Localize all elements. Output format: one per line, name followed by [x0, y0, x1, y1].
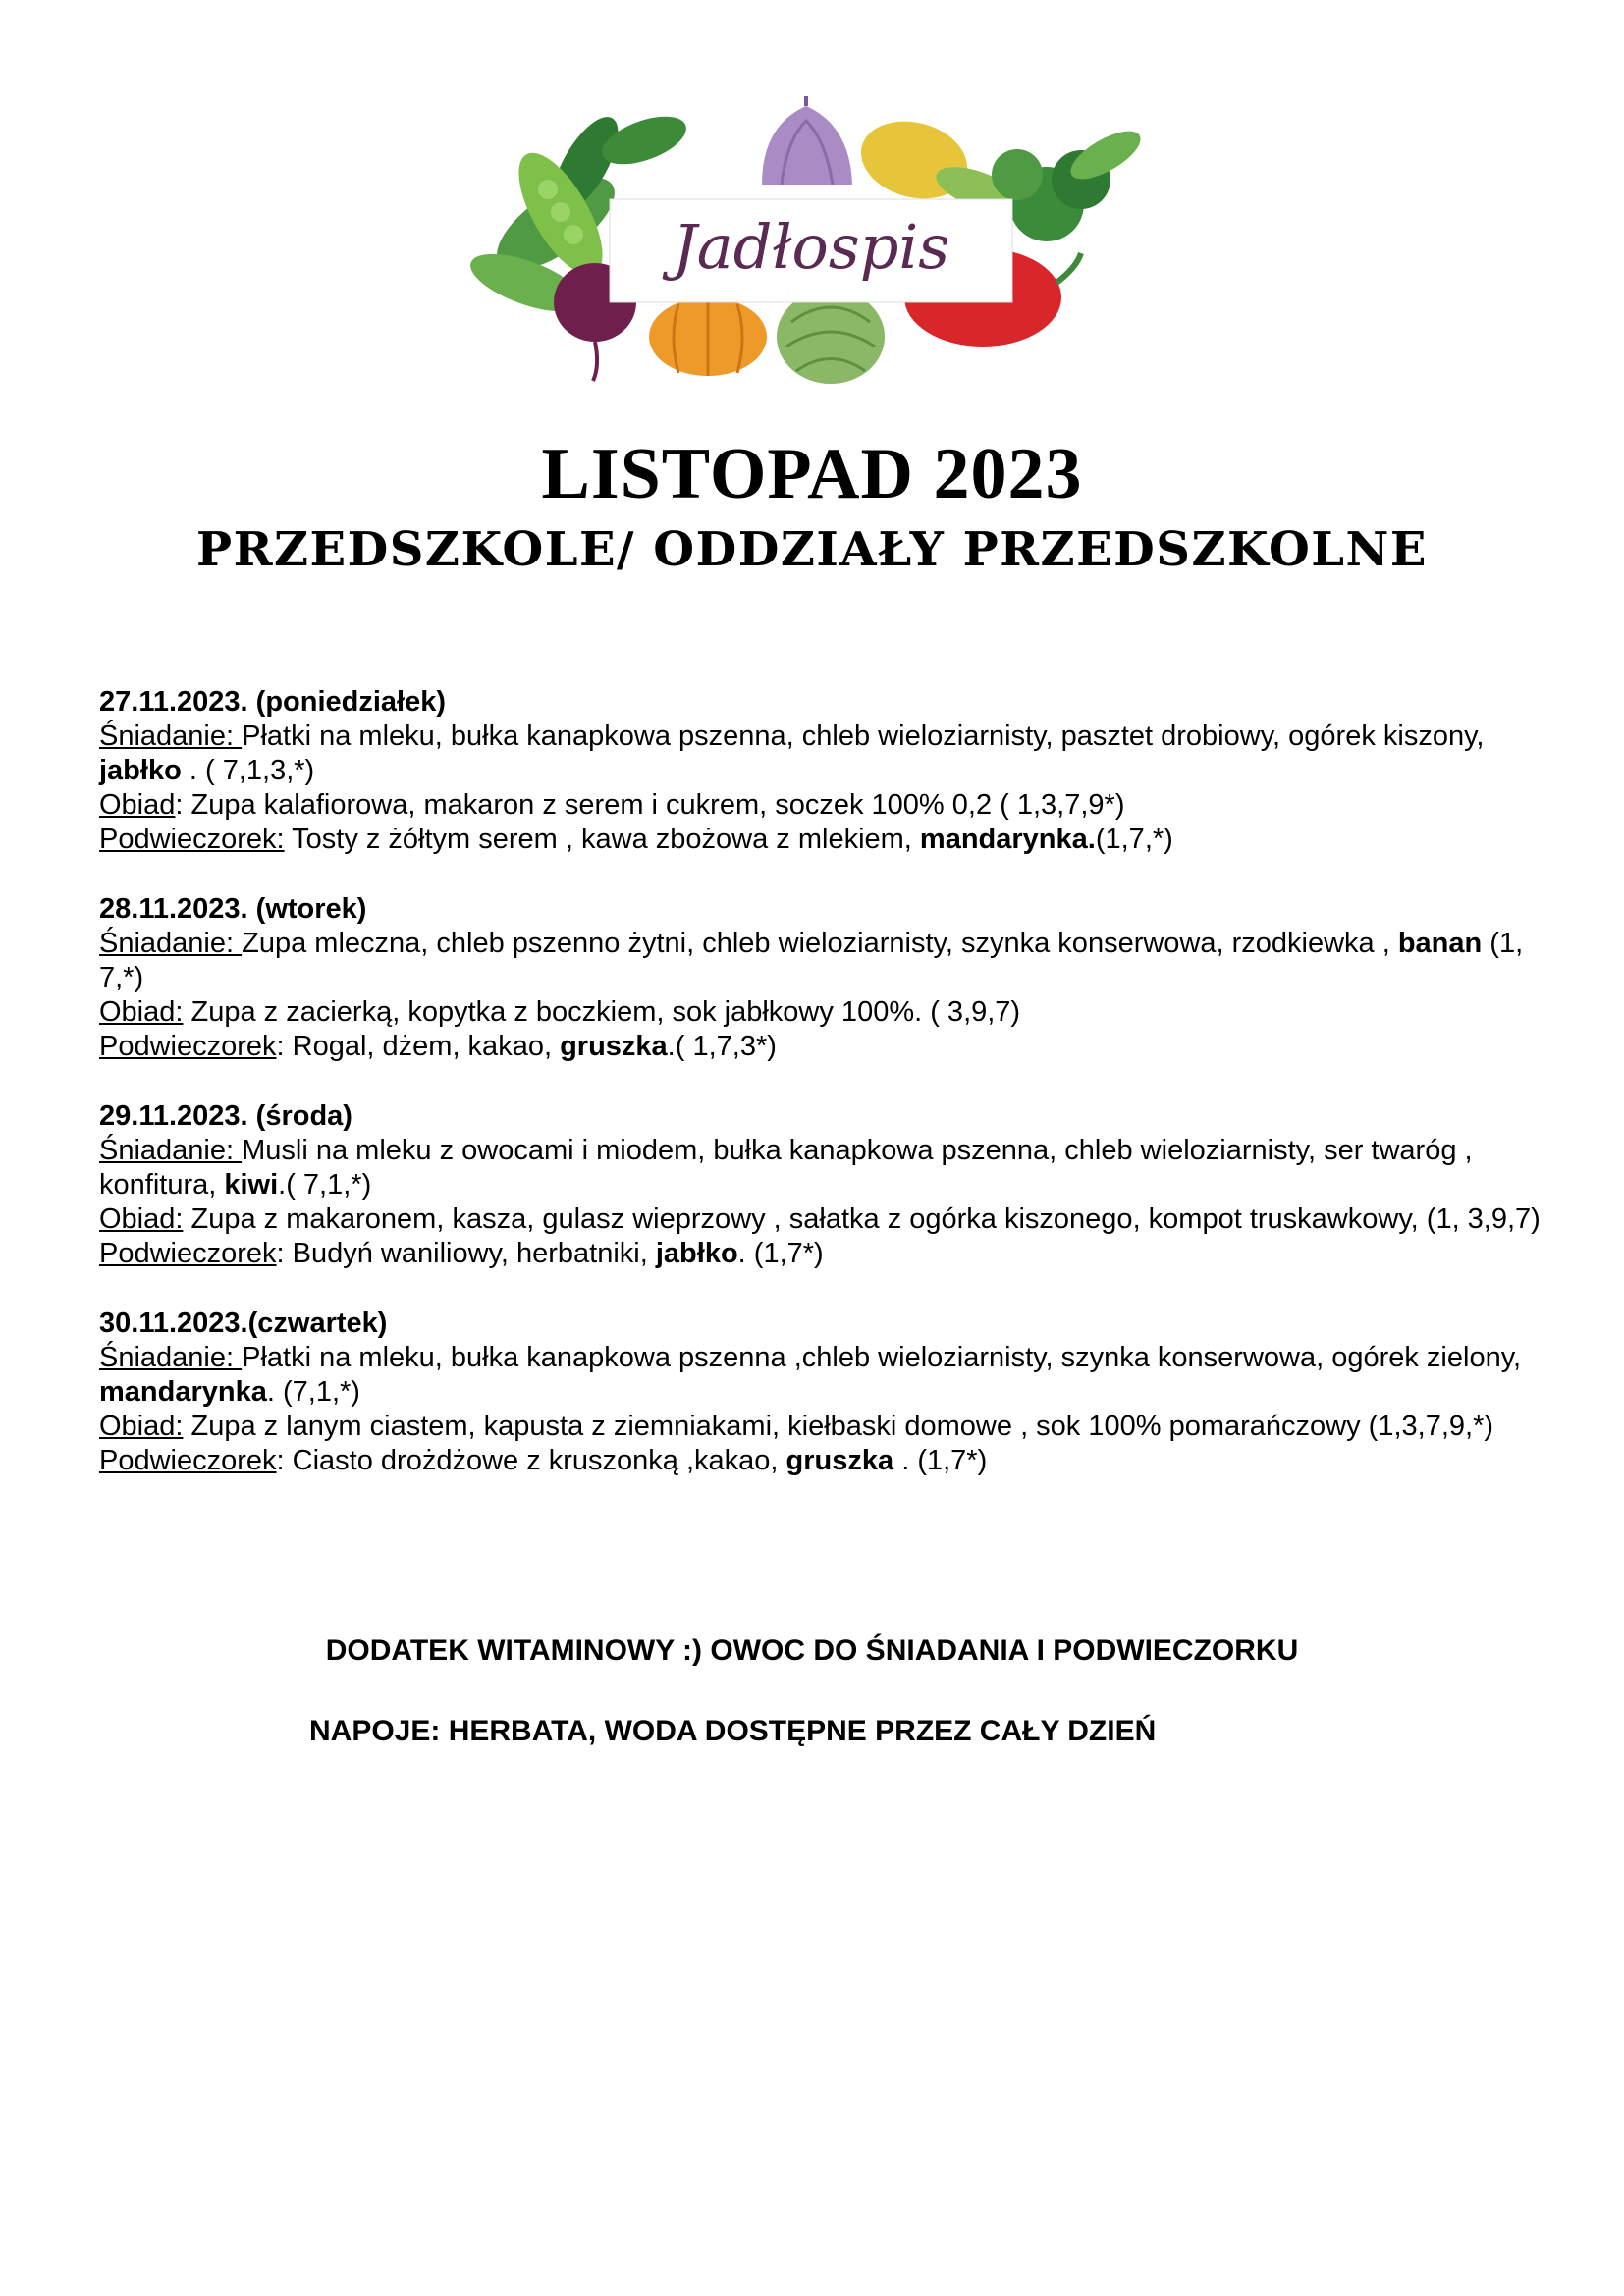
onion-shape	[762, 106, 852, 185]
artichoke-shape	[777, 290, 885, 384]
breakfast-line	[99, 927, 1543, 995]
breakfast-label: Śniadanie:	[99, 1342, 243, 1373]
page-title: LISTOPAD 2023	[541, 434, 1083, 514]
breakfast-text: Płatki na mleku, bułka kanapkowa pszenna, chleb wieloziarnisty, pasztet drobiowy, ogórek kiszony,	[242, 721, 1485, 752]
snack-label: Podwieczorek	[99, 1031, 277, 1062]
page-subtitle: PRZEDSZKOLE/ ODDZIAŁY PRZEDSZKOLNE	[196, 522, 1428, 577]
snack-fruit: gruszka	[785, 1445, 894, 1476]
lunch-text: : Zupa kalafiorowa, makaron z serem i cukrem, soczek 100% 0,2 ( 1,3,7,9*)	[175, 789, 1125, 821]
breakfast-line	[99, 1134, 1543, 1202]
snack-allergens: (1,7,*)	[1095, 824, 1173, 855]
snack-fruit: jabłko	[655, 1238, 738, 1269]
breakfast-line	[99, 720, 1543, 788]
snack-line	[99, 1444, 1543, 1478]
snack-text: : Budyń waniliowy, herbatniki,	[276, 1238, 656, 1269]
breakfast-fruit: banan	[1397, 928, 1483, 959]
snack-allergens: . (1,7*)	[737, 1238, 824, 1269]
lunch-text: Zupa z zacierką, kopytka z boczkiem, sok jabłkowy 100%. ( 3,9,7)	[183, 996, 1021, 1028]
day-date: 29.11.2023. (środa)	[99, 1100, 352, 1132]
day-date: 27.11.2023. (poniedziałek)	[99, 686, 447, 718]
breakfast-text: Musli na mleku z owocami i miodem, bułka kanapkowa pszenna, chleb wieloziarnisty, ser twaróg , konfitura,	[99, 1135, 1473, 1201]
lunch-line	[99, 1202, 1543, 1237]
menu-list	[99, 685, 1543, 1514]
lunch-label: Obiad	[99, 789, 176, 821]
lunch-text: Zupa z makaronem, kasza, gulasz wieprzowy , sałatka z ogórka kiszonego, kompot truskawkowy, (1, 3,9,7)	[183, 1203, 1541, 1235]
snack-label: Podwieczorek:	[99, 824, 285, 855]
day-entry	[99, 892, 1543, 1064]
lunch-label: Obiad:	[99, 1203, 184, 1235]
breakfast-line	[99, 1341, 1543, 1410]
breakfast-text: Zupa mleczna, chleb pszenno żytni, chleb wieloziarnisty, szynka konserwowa, rzodkiewka ,	[242, 928, 1398, 959]
snack-label: Podwieczorek	[99, 1238, 277, 1269]
breakfast-fruit: mandarynka	[99, 1376, 267, 1408]
leaf-shape	[596, 107, 692, 174]
jadlospis-logo	[467, 96, 1174, 391]
breakfast-allergens: . (7,1,*)	[266, 1376, 360, 1408]
drinks-note: NAPOJE: HERBATA, WODA DOSTĘPNE PRZEZ CAŁY DZIEŃ	[309, 1715, 1157, 1747]
snack-label: Podwieczorek	[99, 1445, 277, 1476]
lunch-line	[99, 1410, 1543, 1444]
breakfast-label: Śniadanie:	[99, 1135, 243, 1166]
day-date: 30.11.2023.(czwartek)	[99, 1308, 388, 1339]
snack-text: Tosty z żółtym serem , kawa zbożowa z mlekiem,	[284, 824, 920, 855]
breakfast-allergens: .( 7,1,*)	[278, 1169, 372, 1201]
breakfast-fruit: jabłko	[99, 755, 182, 786]
breakfast-label: Śniadanie:	[99, 721, 243, 752]
breakfast-allergens: (1, 7,*)	[99, 928, 1524, 993]
breakfast-allergens: . ( 7,1,3,*)	[181, 755, 315, 786]
day-date: 28.11.2023. (wtorek)	[99, 893, 367, 925]
snack-allergens: .( 1,7,3*)	[667, 1031, 777, 1062]
lunch-label: Obiad:	[99, 996, 184, 1028]
breakfast-fruit: kiwi	[224, 1169, 279, 1201]
snack-line	[99, 823, 1543, 857]
snack-line	[99, 1030, 1543, 1064]
vitamin-note: DODATEK WITAMINOWY :) OWOC DO ŚNIADANIA I PODWIECZORKU	[325, 1634, 1299, 1667]
breakfast-text: Płatki na mleku, bułka kanapkowa pszenna ,chleb wieloziarnisty, szynka konserwowa, ogórek zielony,	[242, 1342, 1522, 1373]
day-entry	[99, 1099, 1543, 1271]
logo-text: Jadłospis	[672, 211, 950, 283]
day-entry	[99, 685, 1543, 857]
day-entry	[99, 1307, 1543, 1478]
lunch-text: Zupa z lanym ciastem, kapusta z ziemniakami, kiełbaski domowe , sok 100% pomarańczowy (1,3,7,9,*)	[183, 1411, 1494, 1442]
snack-fruit: gruszka	[560, 1031, 668, 1062]
snack-fruit: mandarynka.	[919, 824, 1096, 855]
snack-text: : Ciasto drożdżowe z kruszonką ,kakao,	[276, 1445, 786, 1476]
lunch-line	[99, 788, 1543, 823]
snack-allergens: . (1,7*)	[893, 1445, 988, 1476]
breakfast-label: Śniadanie:	[99, 928, 243, 959]
lunch-label: Obiad:	[99, 1411, 184, 1442]
lunch-line	[99, 995, 1543, 1030]
snack-text: : Rogal, dżem, kakao,	[276, 1031, 561, 1062]
snack-line	[99, 1237, 1543, 1271]
